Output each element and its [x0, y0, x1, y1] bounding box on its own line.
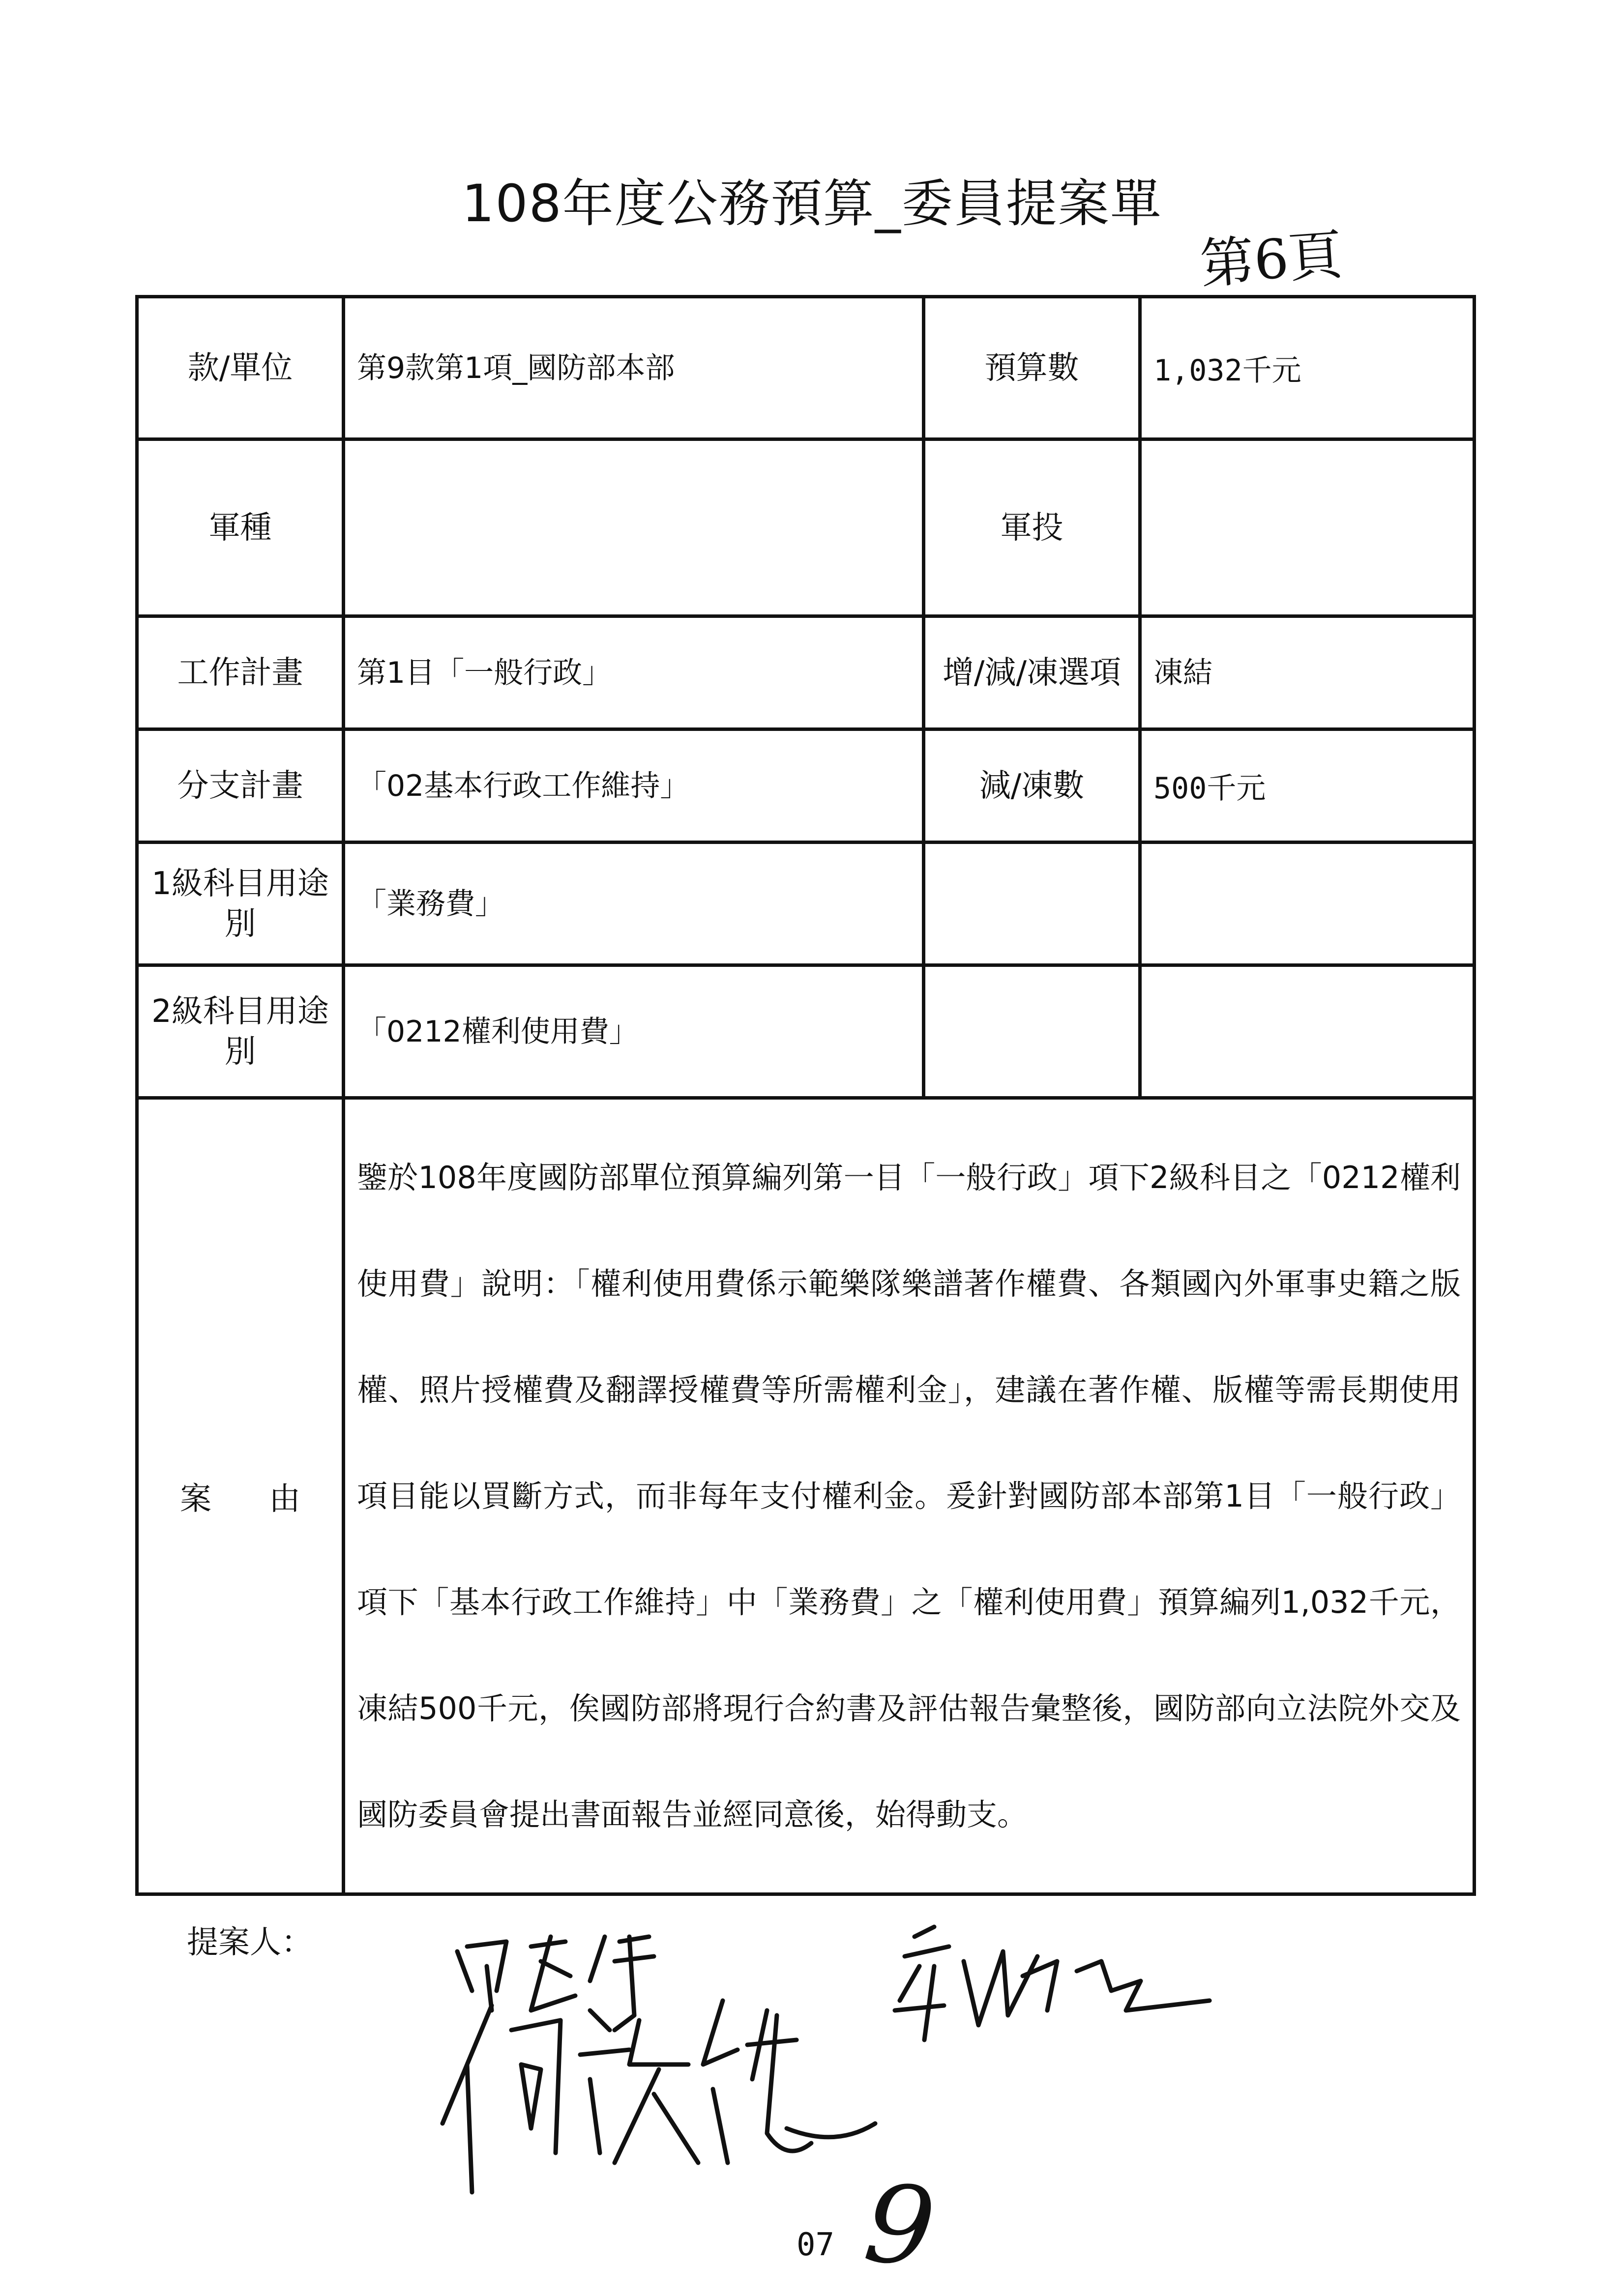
table-row	[137, 729, 1475, 843]
label-military-investment: 軍投	[924, 439, 1140, 616]
label-work-plan: 工作計畫	[137, 616, 344, 729]
empty-cell	[1140, 843, 1475, 965]
document-title: 108年度公務預算_委員提案單	[462, 174, 1162, 233]
label-budget-amount: 預算數	[924, 297, 1140, 439]
empty-cell	[1140, 965, 1475, 1098]
label-reduce-freeze-amount: 減/凍數	[924, 729, 1140, 843]
reason-text: 鑒於108年度國防部單位預算編列第一目「一般行政」項下2級科目之「0212權利使用費」說明：「權利使用費係示範樂隊樂譜著作權費、各類國內外軍事史籍之版權、照片授權費及翻譯授權費等所需權利金」，建議在著作權、版權等需長期使用項目能以買斷方式，而非每年支付權利金。爰針對國防部本部第1目「一般行政」項下「基本行政工作維持」中「業務費」之「權利使用費」預算編列1,032千元，凍結500千元，俟國防部將現行合約書及評估報告彙整後，國防部向立法院外交及國防委員會提出書面報告並經同意後，始得動支。	[344, 1098, 1475, 1894]
proposer-label: 提案人：	[187, 1924, 313, 1961]
value-level2-item: 「0212權利使用費」	[344, 965, 924, 1098]
value-work-plan: 第1目「一般行政」	[344, 616, 924, 729]
table-row	[137, 843, 1475, 965]
label-level2-item: 2級科目用途別	[137, 965, 344, 1098]
value-reduce-freeze-amount: 500千元	[1140, 729, 1475, 843]
page-number: 07	[797, 2227, 835, 2263]
label-reason-char: 由	[269, 1481, 300, 1517]
empty-cell	[924, 965, 1140, 1098]
label-branch-plan: 分支計畫	[137, 729, 344, 843]
label-service-branch: 軍種	[137, 439, 344, 616]
value-section-unit: 第9款第1項_國防部本部	[344, 297, 924, 439]
empty-cell	[924, 843, 1140, 965]
signature-3	[895, 1927, 1210, 2040]
value-level1-item: 「業務費」	[344, 843, 924, 965]
table-row	[137, 616, 1475, 729]
label-section-unit: 款/單位	[137, 297, 344, 439]
value-budget-amount: 1,032千元	[1140, 297, 1475, 439]
table-row	[137, 297, 1475, 439]
value-action-option: 凍結	[1140, 616, 1475, 729]
label-level1-item: 1級科目用途別	[137, 843, 344, 965]
table-row	[137, 965, 1475, 1098]
value-branch-plan: 「02基本行政工作維持」	[344, 729, 924, 843]
label-reason	[137, 1098, 344, 1894]
value-service-branch	[344, 439, 924, 616]
page-number-handwritten: 9	[859, 2159, 941, 2292]
table-row	[137, 1098, 1475, 1894]
signature-2	[443, 2001, 875, 2192]
page-mark-handwritten: 第6頁	[1198, 223, 1345, 296]
label-action-option: 增/減/凍選項	[924, 616, 1140, 729]
proposal-form-table	[135, 295, 1476, 1896]
table-row	[137, 439, 1475, 616]
label-reason-char: 案	[180, 1481, 211, 1517]
value-military-investment	[1140, 439, 1475, 616]
